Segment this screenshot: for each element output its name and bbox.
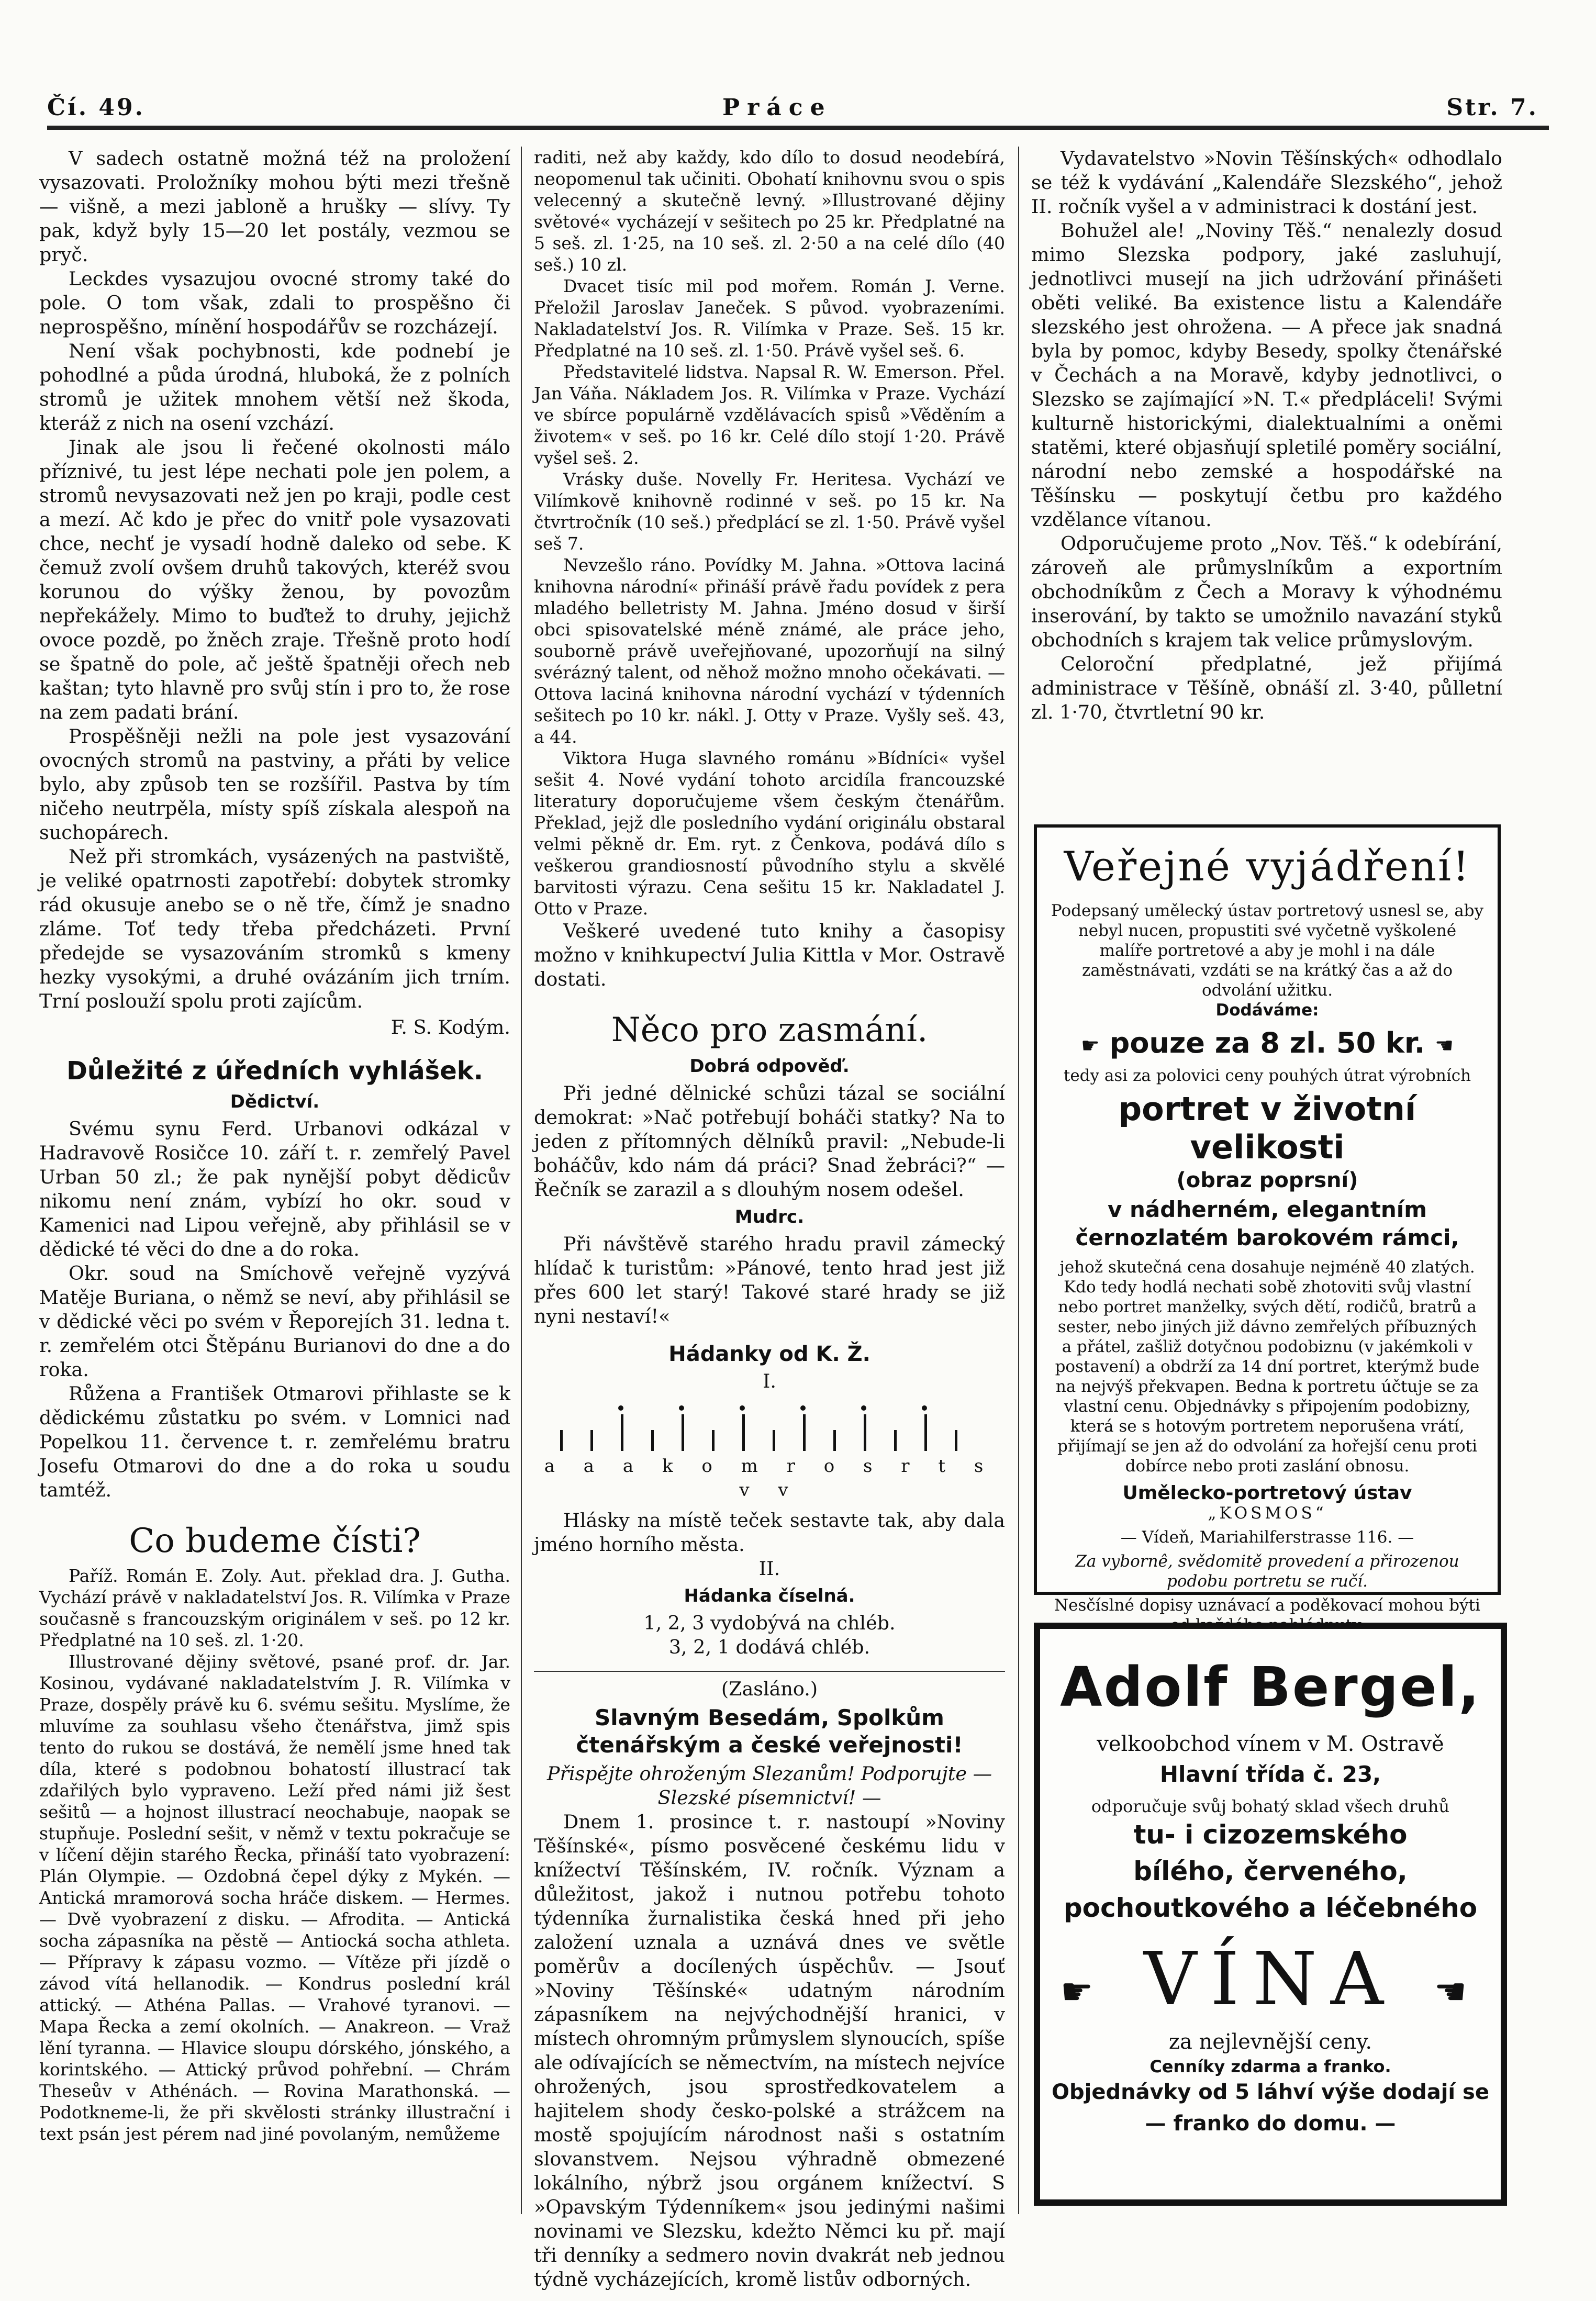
roman-numeral: I. xyxy=(762,1370,777,1392)
article-paragraph: Bohužel ale! „Noviny Těš.“ nenalezly dosud mimo Slezska podpory, jaké zasluhují, jednotlivci musejí na jich udržování přinášeti oběti veliké. Ba existence listu a Kalendáře slezského jest ohrožena. — A přece jak snadná byla by pomoc, kdyby Besedy, spolky čtenářské v Čechách a na Moravě, kdyby jednotlivci, o Slezsko se zajímající »N. T.« předpláceli! Svými kulturně historickými, dialektualními a oněmi statěmi, které objasňují spletilé poměry sociální, národní nebo zemské a hospodářské na Těšínsku — poskytují četbu pro každého vzdělance vítanou. xyxy=(1031,219,1502,531)
pointing-hand-icon: ☚ xyxy=(1434,1970,1481,2013)
article-paragraph: Dnem 1. prosince t. r. nastoupí »Noviny Těšínské«, písmo posvěcené českému lidu v knížectví Těšínském, IV. ročník. Význam a důležitost, jakož i nutnou potřebu tohoto týdenníka žurnalistika česká hned při jeho založení uznala a uznává dnes ve světle poměrův a docílených úspěchův. — Jsouť »Noviny Těšínské« udatným národním zápasníkem na nejvýchodnější hranici, v místech ohromným průmyslem slynoucích, spíše ale odívajících se němectvím, na místech nejvíce ohrožených, jsou sprostředkovatelem a hajitelem shody česko-polské a strážcem na mostě spojujícím národnost naši s ostatním slovanstvem. Nejsou výhradně obmezené lokálního, nýbrž jsou orgánem knížectví. S »Opavským Týdenníkem« jsou jedinými našimi novinami ve Slezsku, kdežto Němci ku př. mají tři denníky a sedmero novin dvakrát neb jednou týdně vycházejících, kromě listův odborných. xyxy=(534,1811,1005,2291)
page-number: Str. 7. xyxy=(1446,94,1538,121)
sent-in-label: (Zasláno.) xyxy=(534,1671,1005,1701)
section-heading: Něco pro zasmání. xyxy=(611,1011,928,1049)
article-paragraph: Než při stromkách, vysázených na pastviště, je veliké opatrnosti zapotřebí: dobytek stromky rád okusuje anebo se o ně tře, čímž je snadno zláme. Toť tedy třeba předcházeti. První předejde se vysazováním stromků s kmeny hezky vysokými, a druhé ovázáním jich trním. Trní poslouží spolu proti zajícům. xyxy=(39,845,510,1012)
review-paragraph: Viktora Huga slavného románu »Bídníci« vyšel sešit 4. Nové vydání tohoto arcidíla francouzské literatury doporučujeme všem českým čtenářům. Překlad, jejž dle posledního vydání originálu obstaral velmi pěkně dr. Em. ryt. z Čenkova, podává dílo s veškerou grandiosností původního stylu a skvělé barvitosti výrazu. Cena sešitu 15 kr. Nakladatel J. Otto v Praze. xyxy=(534,748,1005,919)
ad-text: velkoobchod vínem v M. Ostravě xyxy=(1097,1732,1444,1756)
article-paragraph: Prospěšněji nežli na pole jest vysazování ovocných stromů na pastviny, a přáti by velice bylo, aby způsob ten se rozšířil. Pastva by tím ničeho neutrpěla, místy spíš získala alespoň na suchopárech. xyxy=(39,725,510,844)
review-paragraph: Představitelé lidstva. Napsal R. W. Emerson. Přel. Jan Váňa. Nákladem Jos. R. Vilímka v Praze. Vychází ve sbírce populárně vzdělávacích spisů »Věděním a životem« v seš. po 16 kr. Celé dílo stojí 1·20. Právě vyšel seš. 2. xyxy=(534,362,1005,468)
ad-text: tedy asi za polovici ceny pouhých útrat výrobních xyxy=(1063,1066,1471,1085)
issue-number: Čí. 49. xyxy=(47,94,145,121)
review-paragraph: Nevzešlo ráno. Povídky M. Jahna. »Ottova laciná knihovna národní« přináší právě řadu povídek z pera mladého belletristy M. Jahna. Jméno dosud v širší obci spisovatelské méně známé, ale práce jeho, souborně právě uveřejňované, upozorňují na silný svérázný talent, od něhož možno mnoho očekávati. — Ottova laciná knihovna národní vychází v týdenních sešitech po 10 kr. nákl. J. Otty v Praze. Vyšly seš. 43, a 44. xyxy=(534,555,1005,747)
roman-numeral: II. xyxy=(758,1557,780,1580)
section-subheading: Hádanka číselná. xyxy=(684,1585,855,1606)
review-paragraph: Paříž. Román E. Zoly. Aut. překlad dra. J. Gutha. Vychází právě v nakladatelství Jos. R. Vilímka v Praze současně s francouzským originálem v seš. po 12 kr. Předplatné na 10 seš. zl. 1·20. xyxy=(39,1566,510,1650)
article-paragraph: Leckdes vysazujou ovocné stromy také do pole. O tom však, zdali to prospěšno či neprospěšno, mínění hospodářův se rozcházejí. xyxy=(39,267,510,338)
riddle-line: 1, 2, 3 vydobývá na chléb. xyxy=(643,1612,896,1634)
wine-advertisement xyxy=(1034,1623,1507,2206)
ad-text: v nádherném, elegantním černozlatém barokovém rámci, xyxy=(1075,1197,1459,1250)
article-paragraph: Celoroční předplatné, jež přijímá administrace v Těšíně, obnáší zl. 3·40, půlletní zl. 1·70, čtvrtletní 90 kr. xyxy=(1031,653,1502,723)
ad-headline-text: VÍNA xyxy=(1143,1937,1397,2022)
ad-text: Za vybornê, svědomitě provedení a přirozenou podobu portretu se ručí. xyxy=(1075,1552,1459,1591)
pointing-hand-icon: ☛ xyxy=(1060,1970,1107,2013)
ad-text: Nesčíslné dopisy uznávací a poděkovací mohou býti xyxy=(1054,1596,1480,1615)
notice-paragraph: Okr. soud na Smíchově veřejně vyzývá Matěje Buriana, o němž se neví, aby přihlásil se v dědické věci po svém v Řeporejích 31. ledna t. r. zemřelém otci Štěpánu Burianovi do dne a do roka. xyxy=(39,1262,510,1381)
author-signature: F. S. Kodým. xyxy=(390,1016,510,1038)
column-3 xyxy=(1031,147,1502,724)
pointing-hand-icon: ☚ xyxy=(1435,1034,1454,1058)
article-paragraph: Není však pochybnosti, kde podnebí je pohodlné a půda úrodná, hluboká, že z polních stromů je užitek mnohem větší než škoda, kteráž z nich na osení vzchází. xyxy=(39,340,510,434)
ad-text: odporučuje svůj bohatý sklad všech druhů xyxy=(1091,1796,1450,1816)
article-paragraph: Jinak ale jsou li řečené okolnosti málo příznivé, tu jest lépe nechati pole jen polem, a stromů nevysazovati než jen po kraji, podle cest a mezí. Ač kdo je přec do vnitř pole vysazovati chce, nechť je vysadí hodně daleko od sebe. K čemuž zvolí ovšem druhů takových, kteréž svou korunou do výšky ženou, by povozům nepřekážely. Mimo to buďtež to druhy, jejichž ovoce pozdě, po žněch zraje. Třešně proto hodí se špatně do pole, ač ještě špatněji ořech neb kaštan; tyto hlavně pro svůj stín i pro to, že rose na zem padati brání. xyxy=(39,436,510,723)
riddle-dot-grid xyxy=(555,1404,984,1451)
section-heading: Co budeme čísti? xyxy=(129,1522,421,1560)
ad-price-text: pouze za 8 zl. 50 kr. xyxy=(1109,1026,1425,1059)
section-subheading: Dobrá odpověď. xyxy=(689,1056,850,1077)
riddle-letters: a a a k o m r o s r t s v v xyxy=(544,1456,995,1501)
column-divider xyxy=(1018,147,1019,2214)
article-paragraph: V sadech ostatně možná též na proložení vysazovati. Proložníky mohou býti mezi třešně — višně, a mezi jabloně a hrušky — slívy. Ty pak, když byly 15—20 let postály, vezmou se pryč. xyxy=(39,147,510,266)
ad-firm: Umělecko-portretový ústav xyxy=(1122,1482,1412,1504)
ad-firm-name: „KOSMOS“ xyxy=(1208,1504,1327,1523)
ad-text: bílého, červeného, pochoutkového a léčebného xyxy=(1063,1856,1478,1923)
portrait-advertisement xyxy=(1034,824,1501,1615)
ad-text: Cenníky zdarma a franko. xyxy=(1149,2057,1391,2076)
section-heading: Hádanky od K. Ž. xyxy=(668,1342,870,1366)
ad-text: Hlavní třída č. 23, xyxy=(1159,1761,1381,1787)
riddle-line: 3, 2, 1 dodává chléb. xyxy=(668,1636,870,1658)
section-subheading: Dědictví. xyxy=(230,1091,320,1112)
ad-text: Objednávky od 5 láhví výše dodají se xyxy=(1052,2080,1489,2104)
article-paragraph: Vydavatelstvo »Novin Těšínských« odhodlalo se též k vydávání „Kalendáře Slezského“, jehož II. ročník vyšel a v administraci k dostání jest. xyxy=(1031,147,1502,218)
column-1 xyxy=(39,147,510,2144)
newspaper-title: Práce xyxy=(722,94,832,121)
column-divider xyxy=(521,147,522,2214)
ad-text: Podepsaný umělecký ústav portretový usnesl se, aby nebyl nucen, propustiti své vyčetně vyškolené malíře portretové a aby je mohl i na dále zaměstnávati, vzdáti se na krátký čas a až do odvolání užitku. xyxy=(1051,901,1484,1000)
ad-title: Adolf Bergel, xyxy=(1060,1655,1481,1719)
ad-title: Veřejné vyjádření! xyxy=(1064,843,1471,890)
review-paragraph: Vrásky duše. Novelly Fr. Heritesa. Vychází ve Vilímkově knihovně rodinné v seš. po 15 kr. Na čtvrtročník (10 seš.) předplácí se zl. 1·50. Právě vyšel seš 7. xyxy=(534,469,1005,554)
header-rule xyxy=(47,126,1549,130)
article-paragraph: Veškeré uvedené tuto knihy a časopisy možno v knihkupectví Julia Kittla v Mor. Ostravě dostati. xyxy=(534,920,1005,990)
notice-paragraph: Růžena a František Otmarovi přihlaste se k dědickému zůstatku po svém. v Lomnici nad Popelkou 11. července t. r. zemřelému bratru Josefu Otmarovi do dne a do roka u soudu tamtéž. xyxy=(39,1382,510,1501)
ad-text: (obraz poprsní) xyxy=(1176,1168,1358,1192)
appeal-line: Přispějte ohroženým Slezanům! Podporujte — Slezské písemnictví! — xyxy=(546,1762,992,1809)
ad-price xyxy=(1037,1026,1498,1059)
ad-text: Dodáváme: xyxy=(1215,1001,1319,1020)
ad-text: jehož skutečná cena dosahuje nejméně 40 zlatých. Kdo tedy hodlá nechati sobě zhotoviti svůj vlastní nebo portret manželky, svých dětí, rodičů, bratrů a sester, nebo jiných již dávno zemřelých příbuzných a přátel, zašliž dotyčnou podobiznu (v jakémkoli v postavení) a obdrží za 14 dní portret, kterýmž bude na nejvýš překvapen. Bedna k portretu účtuje se za vlastní cenu. Objednávky s připojením podobizny, která se s hotovým portretem neporušena vrátí, přijímají se jen až do odvolání za hořejší cenu proti dobírce nebo proti zaslání obnosu. xyxy=(1055,1258,1480,1476)
ad-text: — franko do domu. — xyxy=(1145,2112,1396,2136)
ad-headline: portret v životní velikosti xyxy=(1118,1090,1416,1166)
review-paragraph: Dvacet tisíc mil pod mořem. Román J. Verne. Přeložil Jaroslav Janeček. S původ. vyobrazeními. Nakladatelství Jos. R. Vilímka v Praze. Seš. 15 kr. Předplatné na 10 seš. zl. 1·50. Právě vyšel seš. 6. xyxy=(534,276,1005,361)
section-subheading: Mudrc. xyxy=(734,1207,805,1227)
section-heading: Důležité z úředních vyhlášek. xyxy=(66,1056,483,1086)
review-paragraph: raditi, než aby každy, kdo dílo to dosud neodebírá, neopomenul tak učiniti. Obohatí knihovnu svou o spis velecenný a skutečně levný. »Illustrované dějiny světové« vycházejí v sešitech po 25 kr. Předplatné na 5 seš. zl. 1·25, na 10 seš. zl. 2·50 a na celé dílo (40 seš.) 10 zl. xyxy=(534,147,1005,275)
pointing-hand-icon: ☛ xyxy=(1081,1034,1100,1058)
ad-text: za nejlevnější ceny. xyxy=(1168,2030,1372,2054)
ad-text: tu- i cizozemského xyxy=(1133,1819,1408,1850)
joke-paragraph: Při návštěvě starého hradu pravil zámecký hlídač k turistům: »Pánové, tento hrad jest již přes 600 let starý! Takové staré hrady se již nyni nestaví!« xyxy=(534,1233,1005,1327)
column-2 xyxy=(534,147,1005,2292)
section-heading: Slavným Besedám, Spolkům čtenářským a české veřejnosti! xyxy=(576,1705,963,1758)
riddle-instruction: Hlásky na místě teček sestavte tak, aby dala jméno horního města. xyxy=(534,1509,1005,1556)
ad-headline xyxy=(1040,1937,1501,2022)
review-paragraph: Illustrované dějiny světové, psané prof. dr. Jar. Kosinou, vydávané nakladatelstvím J. R. Vilímka v Praze, dospěly právě ku 6. svému sešitu. Myslíme, že mluvíme za souhlasu všeho čtenářstva, jimž spis tento do rukou se dostává, že nemělí jsme hned tak díla, které s podobnou bohatostí illustrací tak zdařilých bylo vypraveno. Leží před námi již šest sešitů — a hojnost illustrací neochabuje, naopak se stupňuje. Poslední sešit, v němž v textu pokračuje se v líčení dějin starého Řecka, přináší tato vyobrazení: Plán Olympie. — Ozdobná čepel dýky z Mykén. — Antická mramorová socha hráče diskem. — Hermes. — Dvě vyobrazení z disku. — Afrodita. — Antická socha zápasníka na pěstě — Antiocká socha athleta. — Přípravy k zápasu vozmo. — Vítěze při jízdě o závod vítá hellanodik. — Kondrus poslední král attický. — Athéna Pallas. — Vrahové tyranovi. — Mapa Řecka a zemí okolních. — Anakreon. — Vraž lění tyranna. — Hlavice sloupu dórského, jónského, a korintského. — Attický průvod pohřební. — Chrám Theseův v Athénách. — Rovina Marathonská. — Podotkneme-li, že při skvělosti stránky illustrační i text psán jest pérem nad jiné povolaným, nemůžeme xyxy=(39,1651,510,2144)
joke-paragraph: Při jedné dělnické schůzi tázal se sociální demokrat: »Nač potřebují boháči statky? Na to jeden z přítomných dělníků pravil: „Nebude-li boháčův, kdo nám dá práci? Snad žebráci?“ — Řečník se zarazil a s dlouhým nosem odešel. xyxy=(534,1082,1005,1201)
ad-address: — Vídeň, Mariahilferstrasse 116. — xyxy=(1120,1528,1414,1547)
page-header xyxy=(47,89,1549,131)
notice-paragraph: Svému synu Ferd. Urbanovi odkázal v Hadravově Rosičce 10. září t. r. zemřelý Pavel Urban 50 zl.; že pak nynější pobyt dědicův nikomu není znám, vybízí ho okr. soud v Kamenici nad Lipou veřejně, aby přihlásil se v dědické té věci do dne a do roka. xyxy=(39,1118,510,1260)
article-paragraph: Odporučujeme proto „Nov. Těš.“ k odebírání, zároveň ale průmyslníkům a exportním obchodníkům z Čech a Moravy k výhodnému inserování, by takto se umožnilo navazání styků obchodních s krajem tak velice průmyslovým. xyxy=(1031,532,1502,651)
